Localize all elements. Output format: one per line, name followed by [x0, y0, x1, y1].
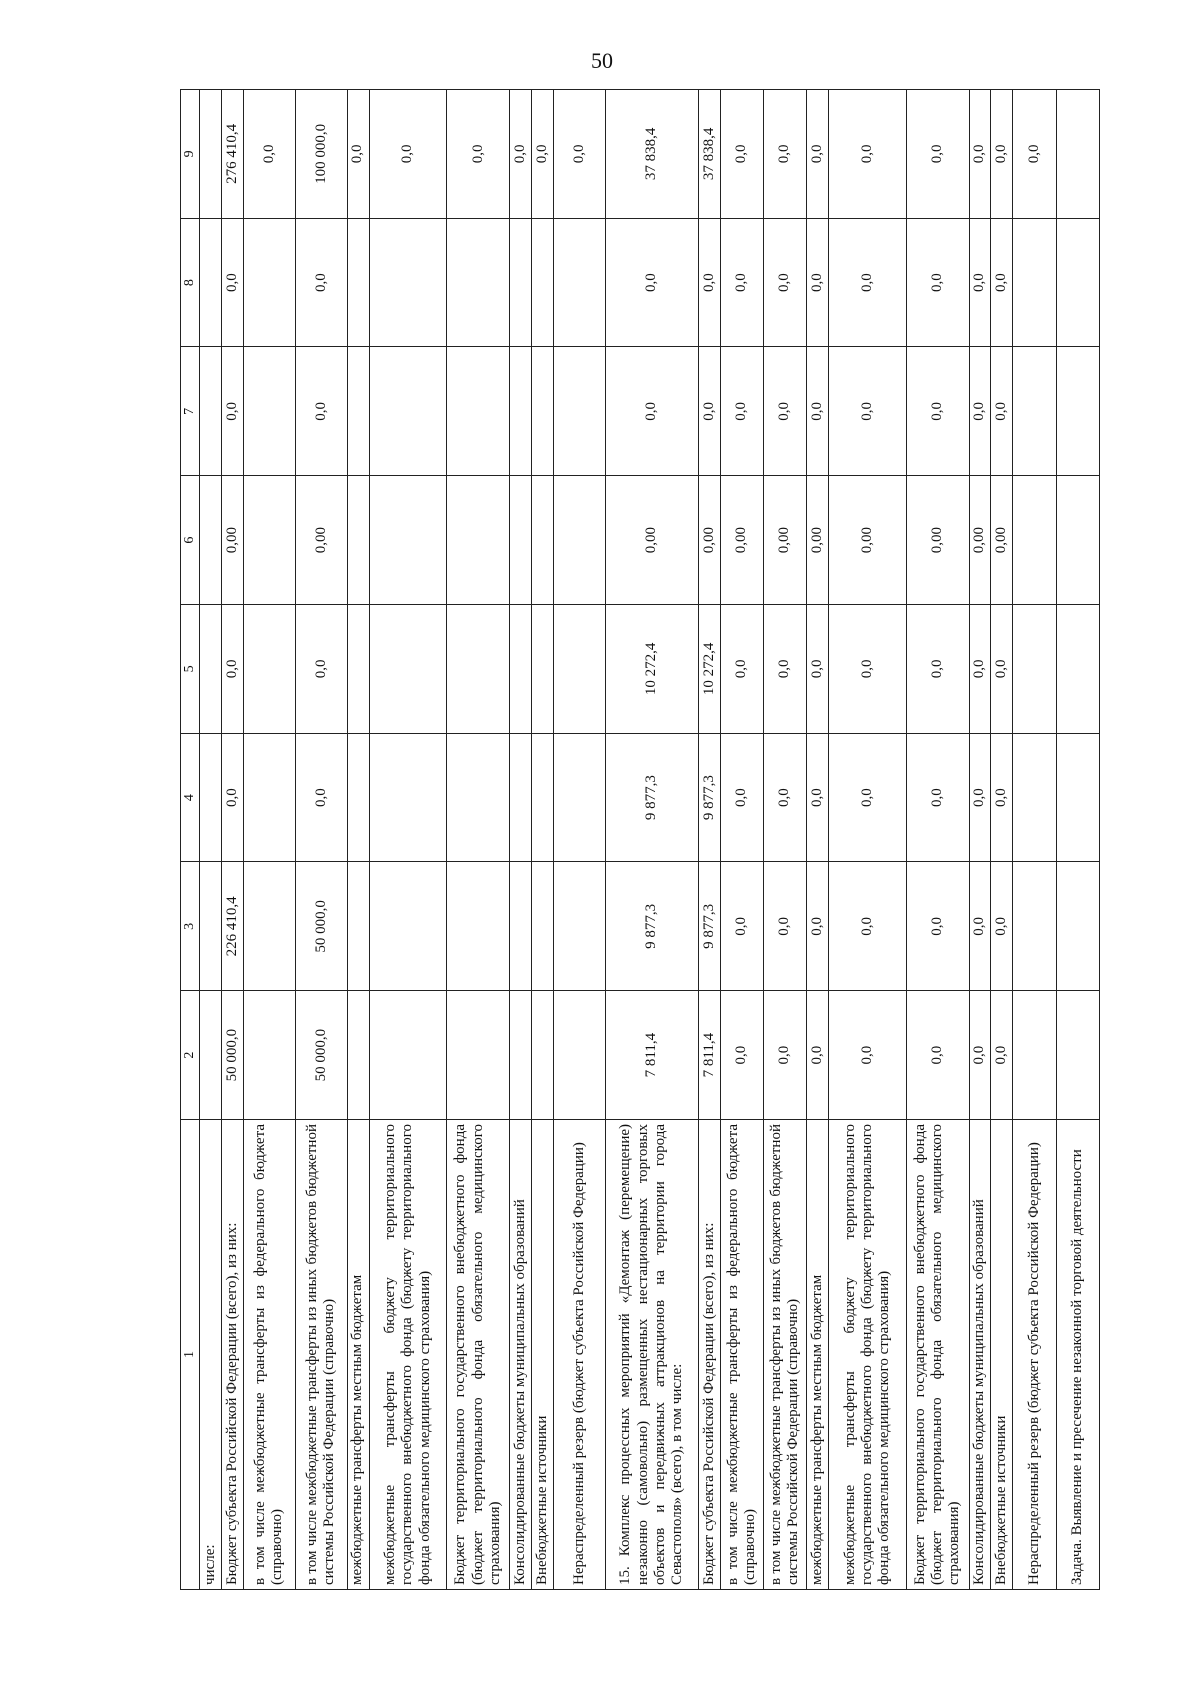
cell-col-9: [200, 90, 222, 219]
cell-col-7: [531, 347, 553, 476]
cell-col-5: [1056, 605, 1099, 734]
cell-col-8: [510, 218, 532, 347]
cell-col-2: 0,0: [829, 991, 907, 1120]
table-row: [906, 90, 969, 1590]
table-row: [221, 90, 243, 1590]
cell-col-5: [1013, 605, 1056, 734]
cell-col-4: 0,0: [807, 733, 829, 862]
cell-col-3: [1056, 862, 1099, 991]
cell-col-9: 0,0: [991, 90, 1013, 219]
cell-col-4: [447, 733, 510, 862]
cell-col-5: 0,0: [295, 605, 347, 734]
column-header-5: 5: [181, 605, 200, 734]
cell-col-3: 9 877,3: [698, 862, 720, 991]
cell-col-5: 10 272,4: [605, 605, 698, 734]
row-label: в том числе межбюджетные трансферты из федерального бюджета (справочно): [720, 1120, 763, 1590]
cell-col-9: 0,0: [510, 90, 532, 219]
cell-col-8: [347, 218, 369, 347]
cell-col-7: 0,0: [295, 347, 347, 476]
cell-col-9: 0,0: [807, 90, 829, 219]
cell-col-8: [1013, 218, 1056, 347]
cell-col-7: [1013, 347, 1056, 476]
cell-col-7: [447, 347, 510, 476]
cell-col-8: 0,0: [605, 218, 698, 347]
cell-col-7: 0,0: [829, 347, 907, 476]
cell-col-3: 9 877,3: [605, 862, 698, 991]
cell-col-6: [1013, 476, 1056, 605]
cell-col-7: 0,0: [969, 347, 991, 476]
cell-col-3: 50 000,0: [295, 862, 347, 991]
table-row: [447, 90, 510, 1590]
cell-col-9: 0,0: [347, 90, 369, 219]
cell-col-5: 0,0: [829, 605, 907, 734]
table-row: [553, 90, 605, 1590]
cell-col-7: 0,0: [221, 347, 243, 476]
row-label: в том числе межбюджетные трансферты из федерального бюджета (справочно): [243, 1120, 295, 1590]
cell-col-8: [243, 218, 295, 347]
cell-col-2: [200, 991, 222, 1120]
cell-col-5: [200, 605, 222, 734]
table-body: [200, 90, 1100, 1590]
table-row: [1013, 90, 1056, 1590]
table-row: [295, 90, 347, 1590]
cell-col-4: [200, 733, 222, 862]
cell-col-7: [347, 347, 369, 476]
row-label: Нераспределенный резерв (бюджет субъекта Российской Федерации): [1013, 1120, 1056, 1590]
cell-col-9: 0,0: [829, 90, 907, 219]
cell-col-4: [369, 733, 447, 862]
cell-col-4: [531, 733, 553, 862]
cell-col-9: 276 410,4: [221, 90, 243, 219]
cell-col-3: [553, 862, 605, 991]
cell-col-5: [531, 605, 553, 734]
cell-col-4: 0,0: [991, 733, 1013, 862]
cell-col-5: 0,0: [906, 605, 969, 734]
row-label: Внебюджетные источники: [991, 1120, 1013, 1590]
cell-col-3: [531, 862, 553, 991]
column-header-7: 7: [181, 347, 200, 476]
table-row: [698, 90, 720, 1590]
budget-table: [180, 89, 1100, 1590]
cell-col-9: 0,0: [531, 90, 553, 219]
row-label: Внебюджетные источники: [531, 1120, 553, 1590]
table-row: [807, 90, 829, 1590]
cell-col-2: [347, 991, 369, 1120]
cell-col-2: 50 000,0: [221, 991, 243, 1120]
column-header-1: 1: [181, 1120, 200, 1590]
cell-col-2: [447, 991, 510, 1120]
cell-col-8: [369, 218, 447, 347]
column-header-6: 6: [181, 476, 200, 605]
cell-col-2: 0,0: [906, 991, 969, 1120]
cell-col-3: [243, 862, 295, 991]
rotated-table-container: [180, 90, 1100, 1590]
cell-col-2: [243, 991, 295, 1120]
cell-col-2: [553, 991, 605, 1120]
cell-col-3: [200, 862, 222, 991]
cell-col-4: 9 877,3: [605, 733, 698, 862]
cell-col-4: 0,0: [829, 733, 907, 862]
table-row: [763, 90, 806, 1590]
cell-col-8: 0,0: [720, 218, 763, 347]
cell-col-2: 0,0: [969, 991, 991, 1120]
cell-col-9: 37 838,4: [605, 90, 698, 219]
cell-col-4: [243, 733, 295, 862]
cell-col-8: 0,0: [969, 218, 991, 347]
cell-col-4: [347, 733, 369, 862]
cell-col-6: [553, 476, 605, 605]
cell-col-6: [243, 476, 295, 605]
cell-col-5: [243, 605, 295, 734]
cell-col-4: [553, 733, 605, 862]
table-row: [200, 90, 222, 1590]
cell-col-6: 0,00: [295, 476, 347, 605]
cell-col-6: 0,00: [991, 476, 1013, 605]
cell-col-2: 50 000,0: [295, 991, 347, 1120]
cell-col-3: 0,0: [720, 862, 763, 991]
cell-col-4: 0,0: [295, 733, 347, 862]
cell-col-9: 100 000,0: [295, 90, 347, 219]
cell-col-2: [1013, 991, 1056, 1120]
cell-col-4: 9 877,3: [698, 733, 720, 862]
cell-col-4: 0,0: [221, 733, 243, 862]
cell-col-6: 0,00: [829, 476, 907, 605]
row-label: Бюджет территориального государственного внебюджетного фонда (бюджет территориального фонда обязательного медицинского страхования): [447, 1120, 510, 1590]
cell-col-7: 0,0: [807, 347, 829, 476]
cell-col-8: [553, 218, 605, 347]
cell-col-4: 0,0: [763, 733, 806, 862]
cell-col-9: 0,0: [906, 90, 969, 219]
cell-col-2: [531, 991, 553, 1120]
cell-col-9: 37 838,4: [698, 90, 720, 219]
cell-col-7: [200, 347, 222, 476]
cell-col-6: [531, 476, 553, 605]
cell-col-6: 0,00: [763, 476, 806, 605]
table-row: [969, 90, 991, 1590]
cell-col-3: 0,0: [969, 862, 991, 991]
cell-col-9: 0,0: [553, 90, 605, 219]
row-label: межбюджетные трансферты местным бюджетам: [807, 1120, 829, 1590]
column-header-9: 9: [181, 90, 200, 219]
table-row: [243, 90, 295, 1590]
row-label: Бюджет территориального государственного внебюджетного фонда (бюджет территориального фонда обязательного медицинского страхования): [906, 1120, 969, 1590]
table-row: [510, 90, 532, 1590]
row-label: межбюджетные трансферты местным бюджетам: [347, 1120, 369, 1590]
cell-col-5: [510, 605, 532, 734]
cell-col-4: 0,0: [906, 733, 969, 862]
cell-col-8: 0,0: [807, 218, 829, 347]
cell-col-4: 0,0: [969, 733, 991, 862]
cell-col-5: [347, 605, 369, 734]
table-row: [605, 90, 698, 1590]
cell-col-5: 0,0: [991, 605, 1013, 734]
cell-col-7: [243, 347, 295, 476]
cell-col-7: [1056, 347, 1099, 476]
cell-col-4: [1056, 733, 1099, 862]
page-number: 50: [591, 48, 613, 73]
cell-col-6: 0,00: [698, 476, 720, 605]
cell-col-9: 0,0: [720, 90, 763, 219]
cell-col-6: 0,00: [720, 476, 763, 605]
table-row: [531, 90, 553, 1590]
cell-col-5: 0,0: [807, 605, 829, 734]
row-label: в том числе межбюджетные трансферты из иных бюджетов бюджетной системы Российской Федерации (справочно): [295, 1120, 347, 1590]
column-header-2: 2: [181, 991, 200, 1120]
cell-col-3: [347, 862, 369, 991]
row-label: Нераспределенный резерв (бюджет субъекта Российской Федерации): [553, 1120, 605, 1590]
cell-col-9: 0,0: [447, 90, 510, 219]
cell-col-3: 0,0: [991, 862, 1013, 991]
cell-col-3: 226 410,4: [221, 862, 243, 991]
cell-col-6: 0,00: [605, 476, 698, 605]
cell-col-4: [1013, 733, 1056, 862]
cell-col-9: 0,0: [763, 90, 806, 219]
cell-col-3: [1013, 862, 1056, 991]
cell-col-6: 0,00: [906, 476, 969, 605]
table-row: [347, 90, 369, 1590]
cell-col-3: [369, 862, 447, 991]
cell-col-8: 0,0: [829, 218, 907, 347]
cell-col-8: 0,0: [991, 218, 1013, 347]
table-row: [720, 90, 763, 1590]
cell-col-7: [553, 347, 605, 476]
row-label: 15. Комплекс процессных мероприятий «Демонтаж (перемещение) незаконно (самовольно) размещенных нестационарных торговых объектов и передвижных аттракционов на территории города Севастополя» (всего), в том числе:: [605, 1120, 698, 1590]
cell-col-8: 0,0: [295, 218, 347, 347]
cell-col-5: 0,0: [969, 605, 991, 734]
row-label: Бюджет субъекта Российской Федерации (всего), из них:: [698, 1120, 720, 1590]
cell-col-3: [510, 862, 532, 991]
cell-col-6: 0,00: [807, 476, 829, 605]
cell-col-7: 0,0: [720, 347, 763, 476]
cell-col-9: 0,0: [969, 90, 991, 219]
cell-col-5: [369, 605, 447, 734]
cell-col-5: [553, 605, 605, 734]
row-label: Задача. Выявление и пресечение незаконной торговой деятельности: [1056, 1120, 1099, 1590]
column-header-row: [181, 90, 200, 1590]
row-label: межбюджетные трансферты бюджету территориального государственного внебюджетного фонда (бюджету территориального фонда обязательного медицинского страхования): [369, 1120, 447, 1590]
cell-col-2: 0,0: [720, 991, 763, 1120]
cell-col-7: [510, 347, 532, 476]
cell-col-6: 0,00: [969, 476, 991, 605]
cell-col-3: 0,0: [906, 862, 969, 991]
cell-col-9: 0,0: [1013, 90, 1056, 219]
cell-col-8: [1056, 218, 1099, 347]
cell-col-3: 0,0: [807, 862, 829, 991]
row-label: Консолидированные бюджеты муниципальных образований: [969, 1120, 991, 1590]
cell-col-2: [369, 991, 447, 1120]
cell-col-7: 0,0: [906, 347, 969, 476]
cell-col-8: [447, 218, 510, 347]
row-label: числе:: [200, 1120, 222, 1590]
cell-col-3: 0,0: [829, 862, 907, 991]
cell-col-8: 0,0: [906, 218, 969, 347]
cell-col-2: [510, 991, 532, 1120]
cell-col-9: 0,0: [243, 90, 295, 219]
column-header-3: 3: [181, 862, 200, 991]
cell-col-4: 0,0: [720, 733, 763, 862]
cell-col-8: 0,0: [763, 218, 806, 347]
cell-col-5: 0,0: [720, 605, 763, 734]
column-header-8: 8: [181, 218, 200, 347]
cell-col-7: 0,0: [698, 347, 720, 476]
cell-col-9: [1056, 90, 1099, 219]
cell-col-9: 0,0: [369, 90, 447, 219]
cell-col-3: [447, 862, 510, 991]
cell-col-8: 0,0: [221, 218, 243, 347]
cell-col-2: 0,0: [807, 991, 829, 1120]
cell-col-8: [200, 218, 222, 347]
cell-col-8: 0,0: [698, 218, 720, 347]
cell-col-5: 0,0: [763, 605, 806, 734]
cell-col-7: 0,0: [991, 347, 1013, 476]
cell-col-6: [1056, 476, 1099, 605]
row-label: Бюджет субъекта Российской Федерации (всего), из них:: [221, 1120, 243, 1590]
cell-col-5: 10 272,4: [698, 605, 720, 734]
cell-col-6: 0,00: [221, 476, 243, 605]
cell-col-2: 0,0: [991, 991, 1013, 1120]
cell-col-5: 0,0: [221, 605, 243, 734]
cell-col-7: [369, 347, 447, 476]
table-row: [1056, 90, 1099, 1590]
row-label: в том числе межбюджетные трансферты из иных бюджетов бюджетной системы Российской Федерации (справочно): [763, 1120, 806, 1590]
cell-col-6: [447, 476, 510, 605]
cell-col-6: [369, 476, 447, 605]
cell-col-3: 0,0: [763, 862, 806, 991]
cell-col-4: [510, 733, 532, 862]
cell-col-5: [447, 605, 510, 734]
cell-col-2: [1056, 991, 1099, 1120]
cell-col-2: 7 811,4: [605, 991, 698, 1120]
table-row: [829, 90, 907, 1590]
cell-col-7: 0,0: [763, 347, 806, 476]
row-label: Консолидированные бюджеты муниципальных образований: [510, 1120, 532, 1590]
row-label: межбюджетные трансферты бюджету территориального государственного внебюджетного фонда (бюджету территориального фонда обязательного медицинского страхования): [829, 1120, 907, 1590]
cell-col-6: [200, 476, 222, 605]
cell-col-2: 0,0: [763, 991, 806, 1120]
column-header-4: 4: [181, 733, 200, 862]
table-row: [991, 90, 1013, 1590]
cell-col-8: [531, 218, 553, 347]
table-row: [369, 90, 447, 1590]
cell-col-2: 7 811,4: [698, 991, 720, 1120]
cell-col-7: 0,0: [605, 347, 698, 476]
cell-col-6: [510, 476, 532, 605]
cell-col-6: [347, 476, 369, 605]
